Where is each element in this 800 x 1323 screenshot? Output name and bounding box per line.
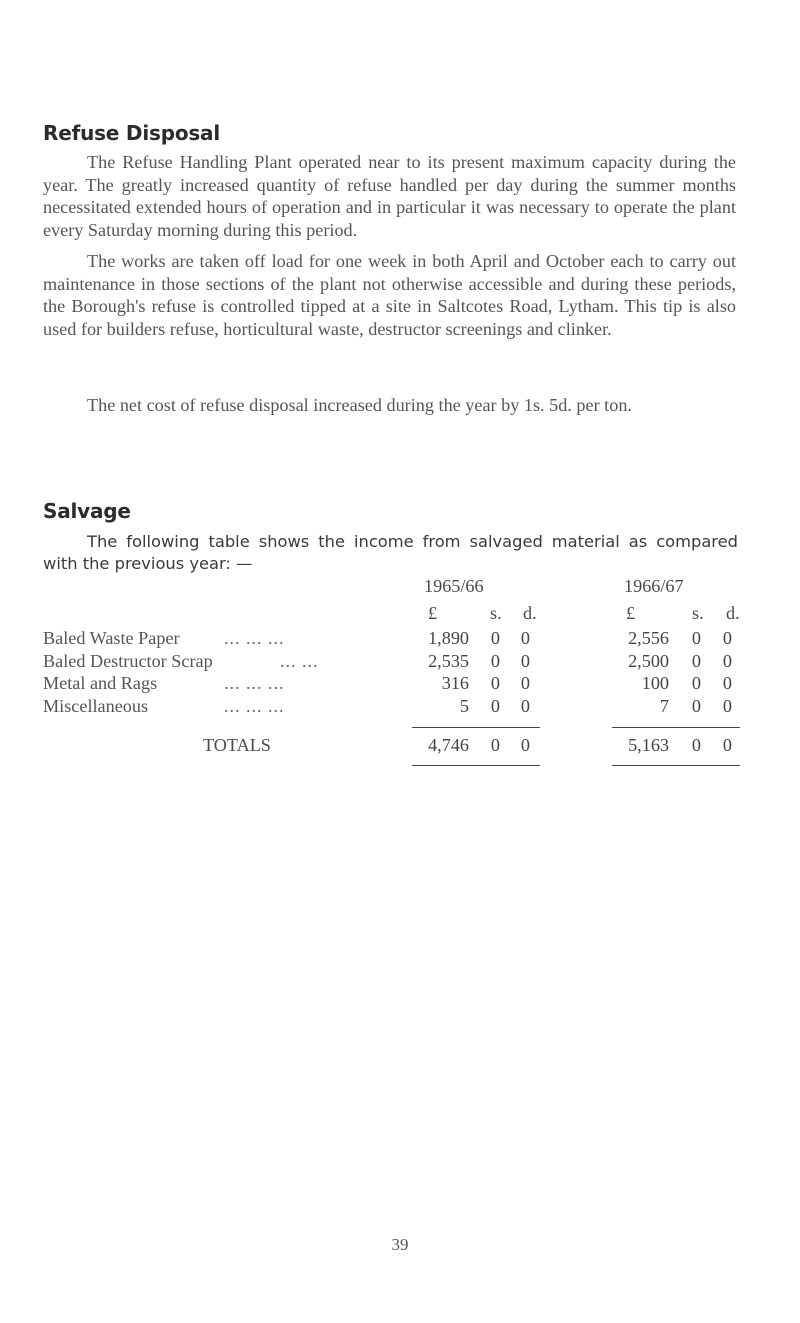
unit-pounds: £: [626, 603, 636, 623]
refuse-paragraph-2: The works are taken off load for one week in both April and October each to carry out maintenance in those sections of the plant not otherwise accessible and during these periods, the Borough's refuse is controlled tipped at a site in Saltcotes Road, Lytham. This tip is also used for builders refuse, horticultural waste, destructor screenings and clinker.: [43, 251, 736, 339]
cell-1965-pounds: 1,890: [428, 628, 469, 648]
cell-1965-shillings: 0: [490, 651, 500, 671]
leader-dots: ... ...: [280, 651, 319, 671]
cell-1966-pounds: 2,556: [628, 628, 669, 648]
cell-1965-pence: 0: [520, 628, 530, 648]
cell-1965-pounds: 2,535: [428, 651, 469, 671]
salvage-intro: The following table shows the income from salvaged material as compared with the previous year: —: [43, 532, 738, 573]
page-number: 39: [391, 1235, 409, 1254]
total-1965-pence: 0: [520, 735, 530, 755]
table-row-label: Miscellaneous: [43, 696, 149, 716]
cell-1965-pence: 0: [520, 696, 530, 716]
refuse-paragraph-3: The net cost of refuse disposal increased during the year by 1s. 5d. per ton.: [87, 395, 632, 415]
cell-1965-shillings: 0: [490, 696, 500, 716]
cell-1966-pounds: 7: [659, 696, 669, 716]
refuse-paragraph-1: The Refuse Handling Plant operated near to its present maximum capacity during the year. The greatly increased quantity of refuse handled per day during the summer months necessitated extended hours of operation and in particular it was necessary to operate the plant every Saturday morning during this period.: [43, 152, 736, 240]
leader-dots: ... ... ...: [224, 673, 285, 693]
leader-dots: ... ... ...: [224, 628, 285, 648]
cell-1966-shillings: 0: [691, 696, 701, 716]
unit-pence: d.: [726, 603, 740, 623]
total-1966-pounds: 5,163: [628, 735, 669, 755]
cell-1965-pence: 0: [520, 651, 530, 671]
leader-dots: ... ... ...: [224, 696, 285, 716]
cell-1966-shillings: 0: [691, 651, 701, 671]
totals-label: TOTALS: [203, 735, 271, 755]
total-1966-pence: 0: [722, 735, 732, 755]
cell-1965-shillings: 0: [490, 673, 500, 693]
cell-1966-pence: 0: [722, 651, 732, 671]
cell-1966-pence: 0: [722, 696, 732, 716]
cell-1966-pounds: 100: [641, 673, 669, 693]
cell-1965-pounds: 5: [459, 696, 469, 716]
cell-1965-pence: 0: [520, 673, 530, 693]
cell-1966-pence: 0: [722, 673, 732, 693]
cell-1965-shillings: 0: [490, 628, 500, 648]
refuse-disposal-heading: Refuse Disposal: [43, 121, 221, 145]
cell-1966-shillings: 0: [691, 673, 701, 693]
totals-rule-top: [612, 727, 740, 728]
unit-pence: d.: [523, 603, 537, 623]
totals-rule-bottom: [412, 765, 540, 766]
year-1965-66: 1965/66: [424, 576, 484, 596]
totals-rule-bottom: [612, 765, 740, 766]
total-1966-shillings: 0: [691, 735, 701, 755]
cell-1966-shillings: 0: [691, 628, 701, 648]
table-row-label: Metal and Rags: [43, 673, 158, 693]
salvage-heading: Salvage: [43, 499, 131, 523]
cell-1966-pounds: 2,500: [628, 651, 669, 671]
total-1965-shillings: 0: [490, 735, 500, 755]
table-row-label: Baled Waste Paper: [43, 628, 180, 648]
table-row-label: Baled Destructor Scrap: [43, 651, 213, 671]
unit-pounds: £: [428, 603, 438, 623]
year-1966-67: 1966/67: [624, 576, 684, 596]
unit-shillings: s.: [692, 603, 704, 623]
cell-1966-pence: 0: [722, 628, 732, 648]
unit-shillings: s.: [490, 603, 502, 623]
total-1965-pounds: 4,746: [428, 735, 469, 755]
cell-1965-pounds: 316: [441, 673, 469, 693]
totals-rule-top: [412, 727, 540, 728]
